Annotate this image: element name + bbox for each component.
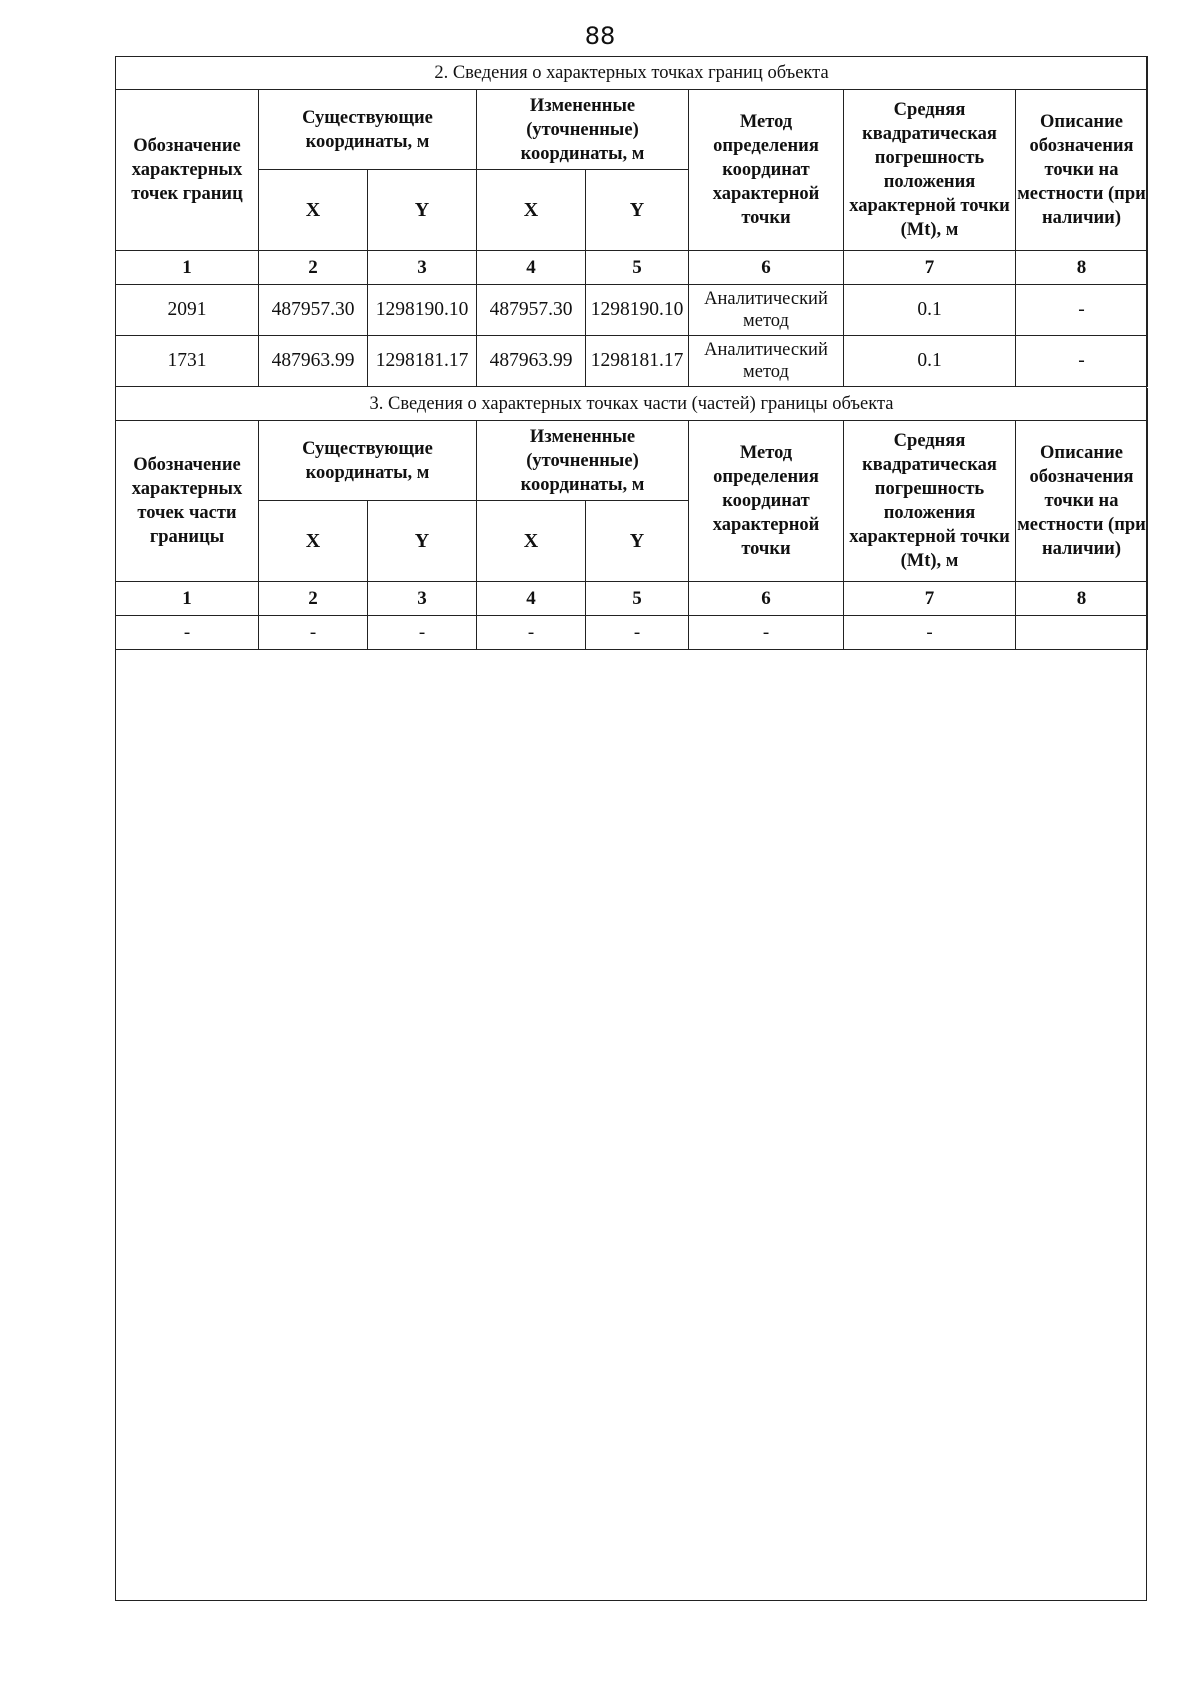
column-number: 3 — [368, 582, 477, 616]
header-existing-x: X — [259, 170, 368, 251]
header-changed-y: Y — [586, 501, 689, 582]
point-id: 1731 — [116, 336, 259, 387]
existing-y: 1298181.17 — [368, 336, 477, 387]
point-id: - — [116, 616, 259, 650]
description — [1016, 616, 1148, 650]
header-error: Средняя квадратическая погрешность положения характерной точки (Mt), м — [844, 90, 1016, 251]
description: - — [1016, 336, 1148, 387]
header-existing-coords: Существующие координаты, м — [259, 421, 477, 501]
column-number: 3 — [368, 251, 477, 285]
column-number: 2 — [259, 251, 368, 285]
header-changed-coords: Измененные (уточненные) координаты, м — [477, 90, 689, 170]
section2-table — [115, 56, 1148, 387]
changed-x: 487963.99 — [477, 336, 586, 387]
changed-x: 487957.30 — [477, 285, 586, 336]
changed-y: 1298181.17 — [586, 336, 689, 387]
header-existing-coords: Существующие координаты, м — [259, 90, 477, 170]
method: Аналитический метод — [689, 285, 844, 336]
section2-title: 2. Сведения о характерных точках границ объекта — [116, 57, 1148, 90]
column-number: 7 — [844, 582, 1016, 616]
header-description: Описание обозначения точки на местности (при наличии) — [1016, 421, 1148, 582]
column-number: 5 — [586, 582, 689, 616]
header-description: Описание обозначения точки на местности (при наличии) — [1016, 90, 1148, 251]
table-row — [116, 336, 1148, 387]
error: 0.1 — [844, 336, 1016, 387]
header-changed-x: X — [477, 501, 586, 582]
table-row — [116, 616, 1148, 650]
column-number: 8 — [1016, 251, 1148, 285]
existing-y: - — [368, 616, 477, 650]
header-designation: Обозначение характерных точек части границы — [116, 421, 259, 582]
changed-y: 1298190.10 — [586, 285, 689, 336]
error: 0.1 — [844, 285, 1016, 336]
existing-y: 1298190.10 — [368, 285, 477, 336]
existing-x: - — [259, 616, 368, 650]
column-number: 1 — [116, 251, 259, 285]
method: - — [689, 616, 844, 650]
existing-x: 487963.99 — [259, 336, 368, 387]
error: - — [844, 616, 1016, 650]
header-method: Метод определения координат характерной точки — [689, 90, 844, 251]
section3-title: 3. Сведения о характерных точках части (частей) границы объекта — [116, 388, 1148, 421]
column-number: 6 — [689, 251, 844, 285]
column-number: 4 — [477, 582, 586, 616]
existing-x: 487957.30 — [259, 285, 368, 336]
column-number: 5 — [586, 251, 689, 285]
column-number: 2 — [259, 582, 368, 616]
table-row — [116, 285, 1148, 336]
column-number: 1 — [116, 582, 259, 616]
point-id: 2091 — [116, 285, 259, 336]
method: Аналитический метод — [689, 336, 844, 387]
changed-y: - — [586, 616, 689, 650]
header-existing-y: Y — [368, 501, 477, 582]
header-designation: Обозначение характерных точек границ — [116, 90, 259, 251]
header-changed-coords: Измененные (уточненные) координаты, м — [477, 421, 689, 501]
header-existing-x: X — [259, 501, 368, 582]
header-changed-y: Y — [586, 170, 689, 251]
description: - — [1016, 285, 1148, 336]
section3-table — [115, 388, 1148, 650]
column-number: 6 — [689, 582, 844, 616]
column-number: 8 — [1016, 582, 1148, 616]
changed-x: - — [477, 616, 586, 650]
header-error: Средняя квадратическая погрешность положения характерной точки (Mt), м — [844, 421, 1016, 582]
header-existing-y: Y — [368, 170, 477, 251]
column-number: 7 — [844, 251, 1016, 285]
header-changed-x: X — [477, 170, 586, 251]
header-method: Метод определения координат характерной точки — [689, 421, 844, 582]
column-number: 4 — [477, 251, 586, 285]
page-number: 88 — [584, 22, 616, 50]
